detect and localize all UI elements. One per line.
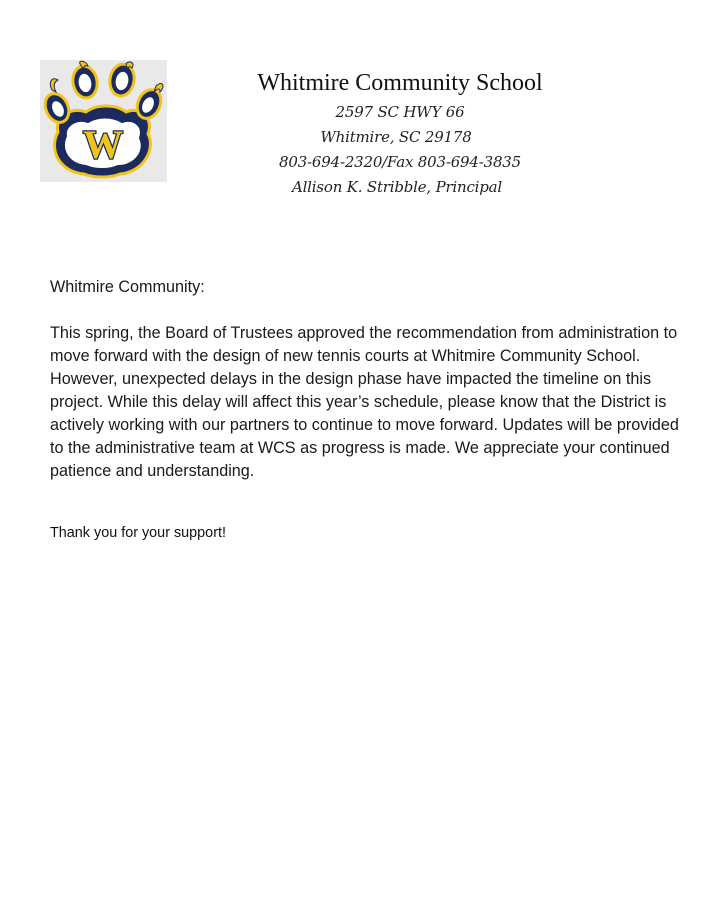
closing-line: Thank you for your support! — [50, 525, 226, 541]
address-line1: 2597 SC HWY 66 — [335, 103, 465, 121]
school-name: Whitmire Community School — [257, 70, 543, 96]
salutation: Whitmire Community: — [50, 278, 205, 296]
letterhead — [140, 66, 660, 200]
logo-letter: W — [83, 122, 123, 167]
principal-name: Allison K. Stribble, Principal — [291, 178, 503, 196]
address-line2: Whitmire, SC 29178 — [320, 128, 472, 146]
letter-body — [50, 276, 680, 483]
phone-fax: 803-694-2320/Fax 803-694-3835 — [279, 153, 521, 171]
body-paragraph: This spring, the Board of Trustees approved the recommendation from administration to move forward with the design of new tennis courts at Whitmire Community School. However, unexpected delays in the design phase have impacted the timeline on this project. While this delay will affect this year’s schedule, please know that the District is actively working with our partners to continue to move forward. Updates will be provided to the administrative team at WCS as progress is made. We appreciate your continued patience and understanding. — [50, 324, 679, 480]
